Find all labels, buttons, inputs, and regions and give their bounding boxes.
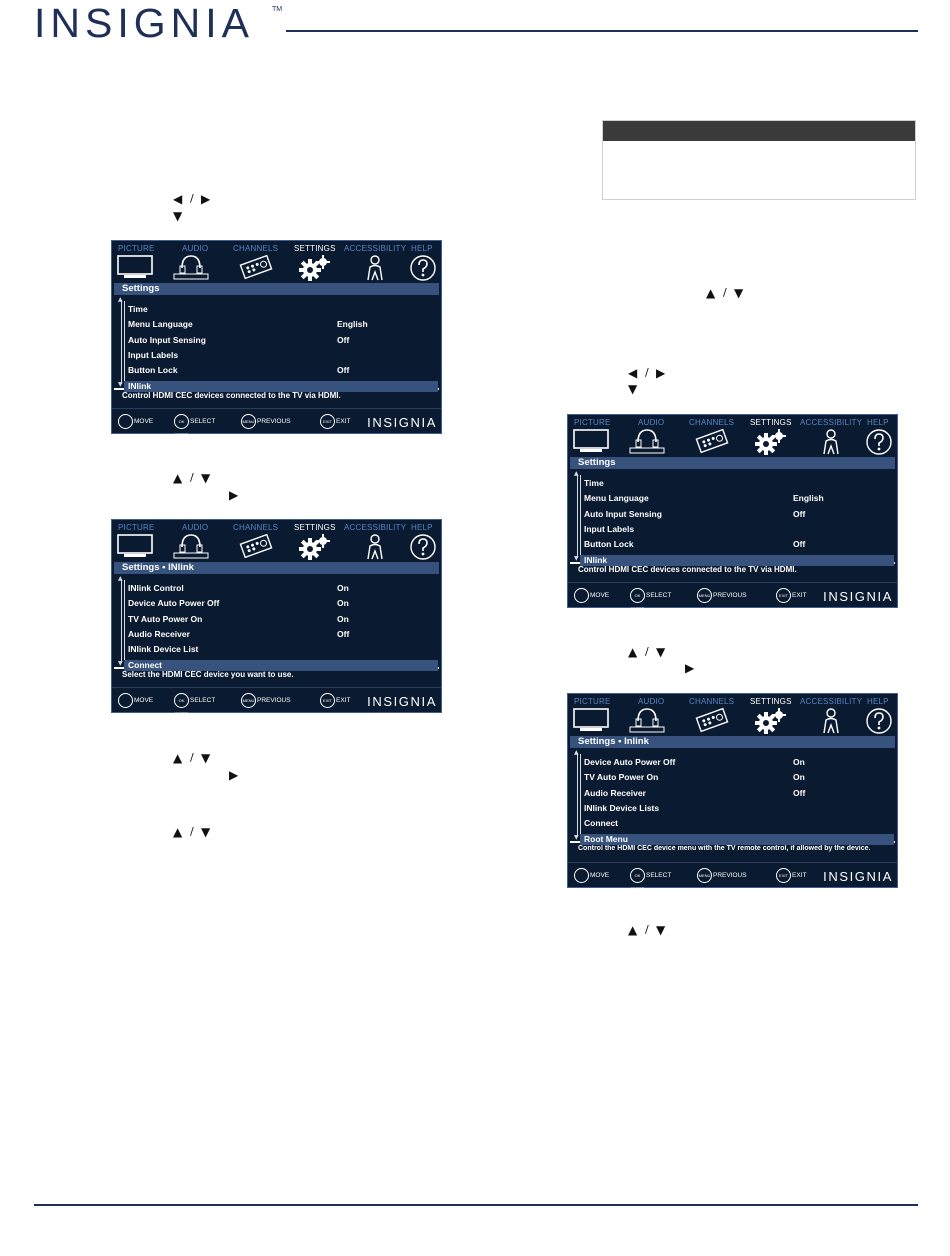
- menu-item[interactable]: [580, 834, 894, 845]
- scroll-up-icon: ▲: [118, 575, 123, 582]
- menu-item-label: Device Auto Power Off: [584, 757, 676, 767]
- menu-title: Settings • INlink: [114, 562, 439, 574]
- tv-brand-logo: INSIGNIA: [367, 415, 437, 430]
- menu-item-label: Button Lock: [128, 365, 178, 376]
- note-header-bar: [603, 121, 915, 141]
- tab-audio[interactable]: AUDIO: [182, 523, 209, 532]
- tv-menu-screen: [111, 519, 442, 716]
- menu-item-label: Connect: [584, 818, 618, 829]
- menu-item[interactable]: [124, 644, 438, 655]
- menu-item-value: Off: [337, 628, 350, 639]
- key-guide: [568, 862, 897, 891]
- menu-description: Control HDMI CEC devices connected to the TV via HDMI.: [122, 391, 341, 400]
- menu-item-label: Auto Input Sensing: [128, 334, 206, 345]
- tab-accessibility[interactable]: ACCESSIBILITY: [800, 697, 863, 706]
- menu-item[interactable]: [580, 509, 894, 520]
- menu-item-label: Audio Receiver: [128, 628, 190, 639]
- menu-item[interactable]: [124, 335, 438, 346]
- tab-settings[interactable]: SETTINGS: [750, 418, 792, 427]
- menu-item-label: INlink: [584, 554, 608, 565]
- menu-item-label: Device Auto Power Off: [128, 598, 220, 609]
- menu-title: Settings: [570, 457, 895, 469]
- right-arrow-icon: ▶: [201, 192, 211, 206]
- up-arrow-icon: ▲: [173, 751, 183, 765]
- dpad-icon: [118, 693, 133, 708]
- tab-channels[interactable]: CHANNELS: [689, 697, 735, 706]
- menu-item-label: Input Labels: [584, 523, 635, 534]
- left-arrow-icon: ◀: [173, 192, 183, 206]
- remote-keypad-icon: [238, 254, 274, 285]
- headphones-icon: [172, 533, 210, 564]
- or-separator: /: [190, 825, 194, 838]
- menu-item-value: Off: [793, 508, 806, 519]
- remote-keypad-icon: [694, 428, 730, 459]
- scroll-up-icon: ▲: [574, 749, 579, 756]
- tab-help[interactable]: HELP: [867, 418, 889, 427]
- exit-hint: EXIT EXIT: [776, 588, 806, 603]
- tab-help[interactable]: HELP: [411, 244, 433, 253]
- menu-item-value: Off: [793, 539, 806, 550]
- tab-settings[interactable]: SETTINGS: [294, 523, 336, 532]
- header-rule: [286, 30, 918, 32]
- down-arrow-icon: ▼: [201, 471, 211, 485]
- previous-hint: MENU PREVIOUS: [241, 693, 291, 708]
- headphones-icon: [628, 707, 666, 738]
- trademark: TM: [272, 6, 283, 13]
- down-arrow-icon: ▼: [201, 751, 211, 765]
- scroll-up-icon: ▲: [574, 470, 579, 477]
- menu-item-label: Input Labels: [128, 349, 179, 360]
- tab-picture[interactable]: PICTURE: [574, 418, 611, 427]
- move-hint: MOVE: [574, 868, 609, 883]
- menu-description: Select the HDMI CEC device you want to use.: [122, 670, 294, 679]
- menu-list: [112, 574, 441, 670]
- tab-accessibility[interactable]: ACCESSIBILITY: [344, 523, 407, 532]
- left-arrow-icon: ◀: [628, 366, 638, 380]
- tab-audio[interactable]: AUDIO: [638, 418, 665, 427]
- select-hint: OK ENTERSELECT: [174, 414, 215, 429]
- menu-item-value: On: [337, 583, 349, 593]
- ok-enter-icon: OK ENTER: [174, 693, 189, 708]
- menu-item-label: Time: [128, 304, 148, 314]
- or-separator: /: [645, 645, 649, 658]
- menu-key-icon: MENU: [697, 868, 712, 883]
- down-arrow-icon: ▼: [628, 382, 638, 396]
- menu-item[interactable]: [124, 319, 438, 330]
- brand-logo: INSIGNIA: [34, 0, 254, 46]
- menu-item[interactable]: [124, 583, 438, 594]
- tab-settings[interactable]: SETTINGS: [750, 697, 792, 706]
- scroll-down-icon: ▼: [118, 660, 123, 667]
- menu-item[interactable]: [580, 772, 894, 783]
- ok-enter-icon: OK ENTER: [630, 868, 645, 883]
- exit-hint: EXIT EXIT: [776, 868, 806, 883]
- headphones-icon: [628, 428, 666, 459]
- menu-item[interactable]: [124, 365, 438, 376]
- tv-brand-logo: INSIGNIA: [823, 869, 893, 884]
- right-arrow-icon: ▶: [656, 366, 666, 380]
- tv-icon: [572, 428, 610, 459]
- menu-item-label: INlink: [128, 380, 152, 391]
- or-separator: /: [723, 286, 727, 299]
- menu-item-value: English: [793, 493, 824, 504]
- tab-picture[interactable]: PICTURE: [574, 697, 611, 706]
- dpad-icon: [574, 588, 589, 603]
- tab-picture[interactable]: PICTURE: [118, 523, 155, 532]
- menu-item-value: Off: [793, 787, 806, 798]
- right-arrow-icon: ▶: [229, 488, 239, 502]
- tv-menu-screen: [111, 240, 442, 437]
- tab-bar: [112, 241, 441, 283]
- tv-menu-screen: [567, 693, 898, 891]
- menu-list: [568, 469, 897, 565]
- dpad-icon: [574, 868, 589, 883]
- ok-enter-icon: OK ENTER: [174, 414, 189, 429]
- or-separator: /: [645, 366, 649, 379]
- menu-item[interactable]: [580, 478, 894, 489]
- tab-accessibility[interactable]: ACCESSIBILITY: [344, 244, 407, 253]
- up-arrow-icon: ▲: [173, 471, 183, 485]
- tab-settings[interactable]: SETTINGS: [294, 244, 336, 253]
- tv-brand-logo: INSIGNIA: [823, 589, 893, 604]
- menu-list: [568, 748, 897, 844]
- menu-item-label: INlink Device Lists: [584, 802, 660, 813]
- menu-item[interactable]: [580, 539, 894, 550]
- scroll-up-icon: ▲: [118, 296, 123, 303]
- tab-bar: [568, 415, 897, 457]
- move-hint: MOVE: [118, 693, 153, 708]
- footer-rule: [34, 1204, 918, 1206]
- tab-audio[interactable]: AUDIO: [638, 697, 665, 706]
- tv-icon: [572, 707, 610, 738]
- menu-item-value: On: [337, 598, 349, 609]
- tv-icon: [116, 533, 154, 564]
- menu-item-label: INlink Device List: [128, 644, 199, 655]
- exit-key-icon: EXIT: [776, 588, 791, 603]
- menu-item-label: TV Auto Power On: [128, 613, 203, 624]
- menu-item[interactable]: [124, 381, 438, 392]
- menu-item-label: Menu Language: [128, 319, 193, 330]
- exit-hint: EXIT EXIT: [320, 693, 350, 708]
- previous-hint: MENU PREVIOUS: [697, 588, 747, 603]
- menu-item-label: Root Menu: [584, 833, 628, 844]
- note-box: [602, 120, 916, 200]
- tab-bar: [568, 694, 897, 736]
- move-hint: MOVE: [574, 588, 609, 603]
- menu-item-value: On: [337, 613, 349, 624]
- tv-menu-screen: [567, 414, 898, 611]
- menu-item[interactable]: [124, 629, 438, 640]
- down-arrow-icon: ▼: [656, 645, 666, 659]
- menu-item-value: English: [337, 319, 368, 330]
- menu-item-label: Time: [584, 478, 604, 488]
- right-arrow-icon: ▶: [685, 661, 695, 675]
- scroll-down-icon: ▼: [118, 381, 123, 388]
- menu-item-label: Audio Receiver: [584, 787, 646, 798]
- menu-item-label: INlink Control: [128, 583, 184, 593]
- tab-bar: [112, 520, 441, 562]
- tv-brand-logo: INSIGNIA: [367, 694, 437, 709]
- menu-title: Settings: [114, 283, 439, 295]
- menu-item[interactable]: [580, 818, 894, 829]
- up-arrow-icon: ▲: [628, 645, 638, 659]
- select-hint: OK ENTERSELECT: [174, 693, 215, 708]
- scroll-down-icon: ▼: [574, 555, 579, 562]
- menu-item[interactable]: [580, 524, 894, 535]
- key-guide: [568, 582, 897, 611]
- menu-description: Control the HDMI CEC device menu with the TV remote control, if allowed by the device.: [578, 845, 871, 852]
- or-separator: /: [190, 192, 194, 205]
- down-arrow-icon: ▼: [656, 923, 666, 937]
- up-arrow-icon: ▲: [706, 286, 716, 300]
- menu-item[interactable]: [124, 598, 438, 609]
- exit-key-icon: EXIT: [320, 414, 335, 429]
- move-hint: MOVE: [118, 414, 153, 429]
- menu-item[interactable]: [124, 304, 438, 315]
- tab-picture[interactable]: PICTURE: [118, 244, 155, 253]
- key-guide: [112, 687, 441, 716]
- down-arrow-icon: ▼: [173, 209, 183, 223]
- down-arrow-icon: ▼: [201, 825, 211, 839]
- tab-channels[interactable]: CHANNELS: [233, 523, 279, 532]
- scroll-down-icon: ▼: [574, 834, 579, 841]
- remote-keypad-icon: [238, 533, 274, 564]
- tab-help[interactable]: HELP: [867, 697, 889, 706]
- menu-item-label: Menu Language: [584, 493, 649, 504]
- up-arrow-icon: ▲: [173, 825, 183, 839]
- menu-item[interactable]: [580, 555, 894, 566]
- tab-channels[interactable]: CHANNELS: [689, 418, 735, 427]
- menu-item-label: Auto Input Sensing: [584, 508, 662, 519]
- headphones-icon: [172, 254, 210, 285]
- menu-key-icon: MENU: [241, 693, 256, 708]
- menu-item-value: On: [793, 772, 805, 783]
- exit-key-icon: EXIT: [776, 868, 791, 883]
- menu-list: [112, 295, 441, 391]
- menu-item[interactable]: [580, 803, 894, 814]
- exit-hint: EXIT EXIT: [320, 414, 350, 429]
- or-separator: /: [190, 471, 194, 484]
- menu-key-icon: MENU: [697, 588, 712, 603]
- menu-item-value: Off: [337, 365, 350, 376]
- tab-channels[interactable]: CHANNELS: [233, 244, 279, 253]
- exit-key-icon: EXIT: [320, 693, 335, 708]
- or-separator: /: [190, 751, 194, 764]
- down-arrow-icon: ▼: [734, 286, 744, 300]
- menu-item[interactable]: [580, 493, 894, 504]
- select-hint: OK ENTERSELECT: [630, 868, 671, 883]
- menu-item-value: On: [793, 757, 805, 767]
- menu-item[interactable]: [124, 350, 438, 361]
- tab-help[interactable]: HELP: [411, 523, 433, 532]
- right-arrow-icon: ▶: [229, 768, 239, 782]
- menu-item[interactable]: [580, 788, 894, 799]
- previous-hint: MENU PREVIOUS: [241, 414, 291, 429]
- up-arrow-icon: ▲: [628, 923, 638, 937]
- tab-accessibility[interactable]: ACCESSIBILITY: [800, 418, 863, 427]
- ok-enter-icon: OK ENTER: [630, 588, 645, 603]
- remote-keypad-icon: [694, 707, 730, 738]
- menu-item-label: Connect: [128, 659, 162, 670]
- key-guide: [112, 408, 441, 437]
- tab-audio[interactable]: AUDIO: [182, 244, 209, 253]
- menu-item[interactable]: [580, 757, 894, 768]
- menu-item-value: Off: [337, 334, 350, 345]
- menu-item[interactable]: [124, 660, 438, 671]
- menu-item-label: Button Lock: [584, 539, 634, 550]
- menu-item-label: TV Auto Power On: [584, 772, 659, 783]
- tv-icon: [116, 254, 154, 285]
- dpad-icon: [118, 414, 133, 429]
- menu-title: Settings • Inlink: [570, 736, 895, 748]
- or-separator: /: [645, 923, 649, 936]
- menu-item[interactable]: [124, 614, 438, 625]
- menu-description: Control HDMI CEC devices connected to the TV via HDMI.: [578, 565, 797, 574]
- menu-key-icon: MENU: [241, 414, 256, 429]
- previous-hint: MENU PREVIOUS: [697, 868, 747, 883]
- select-hint: OK ENTERSELECT: [630, 588, 671, 603]
